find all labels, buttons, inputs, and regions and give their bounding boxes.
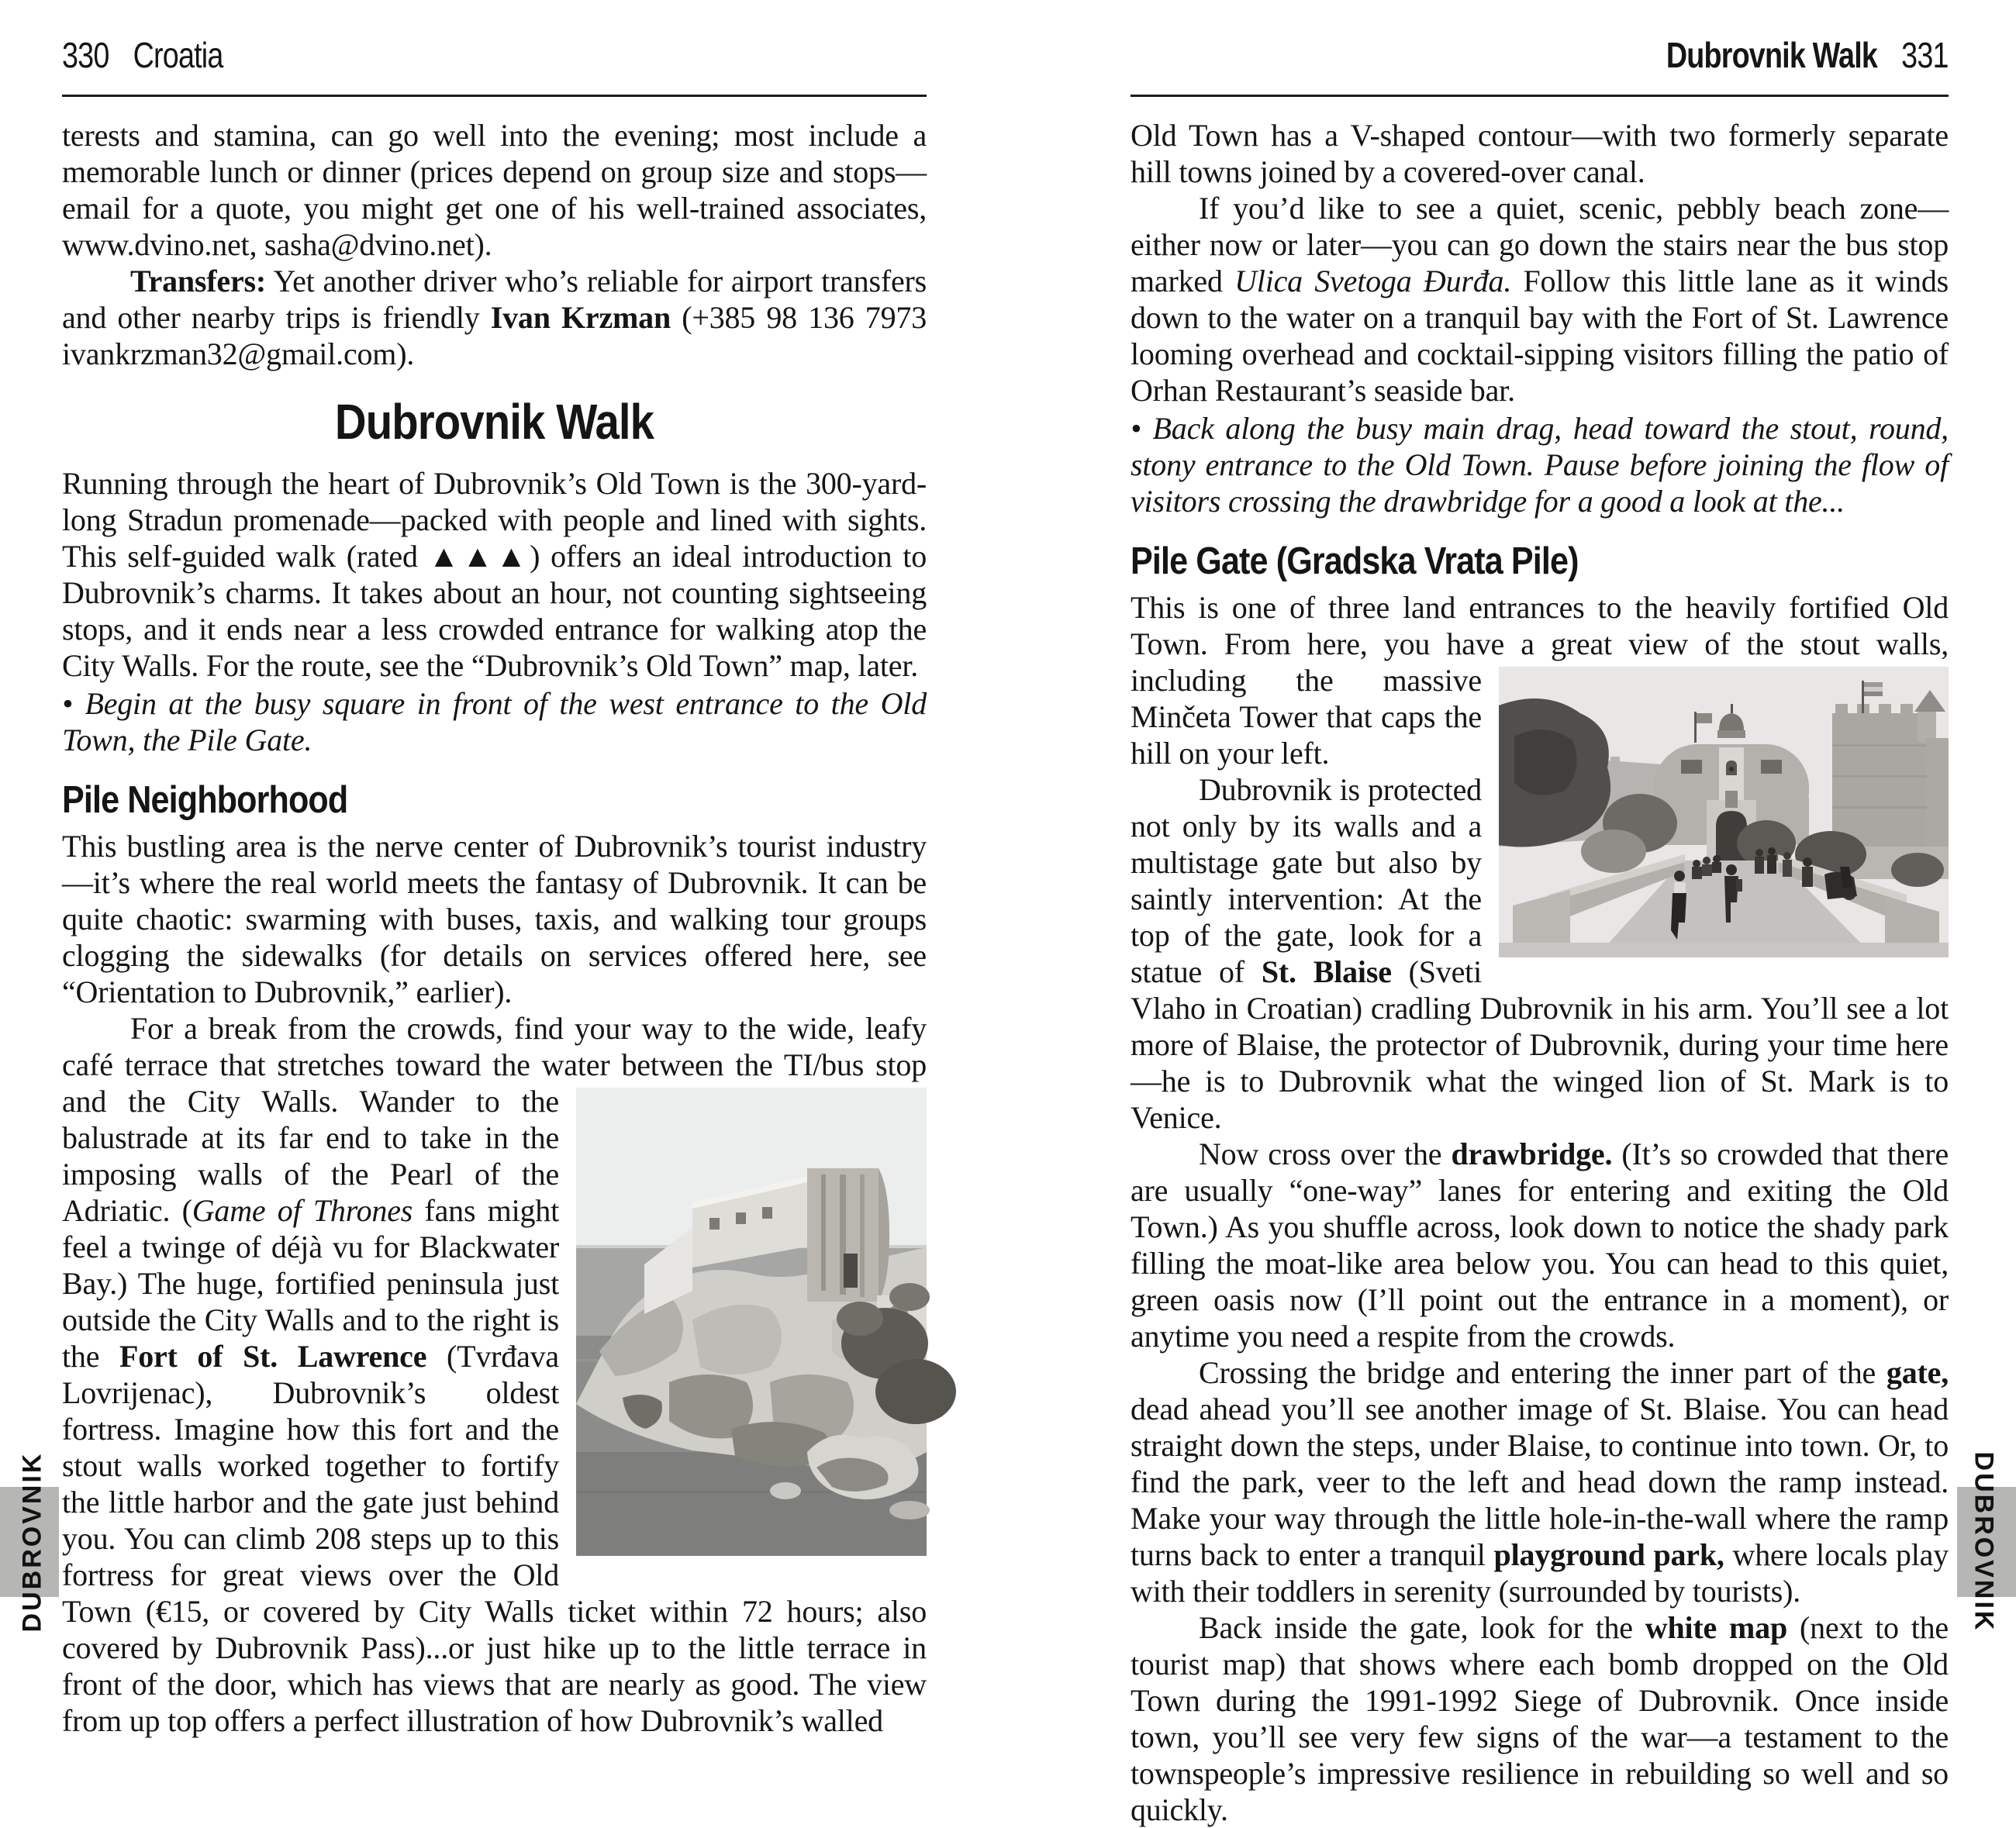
body-paragraph: terests and stamina, can go well into the evening; most include a memorable lunch or dinner (prices depend on group size and stops—email for a quote, you might get one of his well-trained associates, www.dvino.net, sasha@dvino.net). xyxy=(62,118,927,262)
page-number-right: 331 xyxy=(1901,35,1949,75)
body-paragraph: Dubrovnik is protected not only by its walls and a multistage gate but also by saintly intervention: At the top of the gate, look for a statue of St. Blaise (Sveti Vlaho in Croatian) cradling Dubrovnik in his arm. You’ll see a lot more of Blaise, the protector of Dubrovnik, during your time here—he is to Dubrovnik what the winged lion of St. Mark is to Venice. xyxy=(1131,772,1949,1135)
bold-text: white map xyxy=(1645,1610,1788,1645)
italic-text: Game of Thrones xyxy=(192,1193,413,1228)
walk-direction: • Back along the busy main drag, head toward the stout, round, stony entrance to the Old Town. Pause before joining the flow of visitors crossing the drawbridge for a good a look at the... xyxy=(1131,411,1949,519)
body-paragraph: Transfers: Yet another driver who’s reliable for airport transfers and other nearby trips is friendly Ivan Krzman (+385 98 136 7973 ivankrzman32@gmail.com). xyxy=(62,264,927,371)
header-title: Dubrovnik Walk xyxy=(1666,35,1878,75)
body-paragraph: This is one of three land entrances to the heavily fortified Old Town. From here, you have a great view of the stout walls, including the massive Minčeta Tower that caps the hill on your left. xyxy=(1131,589,1949,771)
fort-st-lawrence-photo xyxy=(576,1088,927,1556)
page-header-right xyxy=(1131,0,1949,84)
bold-text: gate, xyxy=(1886,1355,1949,1390)
header-rule-left xyxy=(62,95,927,97)
page-right xyxy=(1131,0,1949,1828)
right-page-body xyxy=(1131,117,1949,1828)
body-paragraph: Old Town has a V-shaped contour—with two formerly separate hill towns joined by a covered-over canal. xyxy=(1131,118,1949,189)
walk-title: Dubrovnik Walk xyxy=(334,394,654,450)
page-header-left xyxy=(62,0,927,84)
page-left xyxy=(62,0,927,1739)
body-paragraph: Back inside the gate, look for the white map (next to the tourist map) that shows where each bomb dropped on the Old Town during the 1991-1992 Siege of Dubrovnik. Once inside town, you’ll see very few signs of the war—a testament to the townspeople’s impressive resilience in rebuilding so well and so quickly. xyxy=(1131,1610,1949,1827)
body-paragraph: For a break from the crowds, find your way to the wide, leafy café terrace that stretches toward the water between the TI/bus stop and the City Walls. Wander to the balustrade at its far end to take in the imposing walls of the Pearl of the Adriatic. (Game of Thrones fans might feel a twinge of déjà vu for Blackwater Bay.) The huge, fortified peninsula just outside the City Walls and to the right is the Fort of St. Lawrence (Tvrđava Lovrijenac), Dubrovnik’s oldest fortress. Imagine how this fort and the stout walls worked together to fortify the little harbor and the gate just behind you. You can climb 208 steps up to this fortress for great views over the Old Town (€15, or covered by City Walls ticket within 72 hours; also covered by Dubrovnik Pass)...or just hike up to the little terrace in front of the door, which has views that are nearly as good. The view from up top offers a perfect illustration of how Dubrovnik’s walled xyxy=(62,1010,927,1739)
page-number-left: 330 xyxy=(62,35,109,75)
bold-text: playground park, xyxy=(1493,1537,1724,1572)
body-paragraph: Running through the heart of Dubrovnik’s Old Town is the 300-yard-long Stradun promenade—packed with people and lined with sights. This self-guided walk (rated ▲▲▲) offers an ideal introduction to Dubrovnik’s charms. It takes about an hour, not counting sightseeing stops, and it ends near a less crowded entrance for walking atop the City Walls. For the route, see the “Dubrovnik’s Old Town” map, later. xyxy=(62,466,927,683)
left-page-body xyxy=(62,117,927,1739)
body-paragraph: Now cross over the drawbridge. (It’s so crowded that there are usually “one-way” lanes for entering and exiting the Old Town.) As you shuffle across, look down to notice the shady park filling the moat-like area below you. You can head to this quiet, green oasis now (I’ll point out the entrance in a moment), or anytime you need a respite from the crowds. xyxy=(1131,1136,1949,1354)
header-section-label: Croatia xyxy=(133,35,223,75)
italic-text: Ulica Svetoga Đurđa. xyxy=(1234,264,1512,298)
pile-gate-photo xyxy=(1499,667,1949,957)
walk-direction: • Begin at the busy square in front of the west entrance to the Old Town, the Pile Gate. xyxy=(62,686,927,757)
edge-tab-label-right: DUBROVNIK xyxy=(1969,1451,1999,1633)
body-paragraph: If you’d like to see a quiet, scenic, pebbly beach zone—either now or later—you can go down the stairs near the bus stop marked Ulica Svetoga Đurđa. Follow this little lane as it winds down to the water on a tranquil bay with the Fort of St. Lawrence looming overhead and cocktail-sipping visitors filling the patio of Orhan Restaurant’s seaside bar. xyxy=(1131,191,1949,408)
bold-text: St. Blaise xyxy=(1261,954,1392,989)
bold-text: drawbridge. xyxy=(1451,1136,1613,1171)
header-rule-right xyxy=(1131,95,1949,97)
bold-text: Fort of St. Lawrence xyxy=(119,1339,427,1374)
section-heading: Pile Neighborhood xyxy=(62,779,348,821)
edge-tab-label-left: DUBROVNIK xyxy=(17,1451,47,1633)
bold-text: Ivan Krzman xyxy=(490,300,671,335)
section-heading: Pile Gate (Gradska Vrata Pile) xyxy=(1131,540,1579,582)
bold-text: Transfers: xyxy=(130,264,266,298)
body-paragraph: This bustling area is the nerve center of Dubrovnik’s tourist industry—it’s where the real world meets the fantasy of Dubrovnik. It can be quite chaotic: swarming with buses, taxis, and walking tour groups clogging the sidewalks (for details on services offered here, see “Orientation to Dubrovnik,” earlier). xyxy=(62,829,927,1009)
body-paragraph: Crossing the bridge and entering the inner part of the gate, dead ahead you’ll see another image of St. Blaise. You can head straight down the steps, under Blaise, to continue into town. Or, to find the park, veer to the left and head down the ramp instead. Make your way through the little hole-in-the-wall where the ramp turns back to enter a tranquil playground park, where locals play with their toddlers in serenity (surrounded by tourists). xyxy=(1131,1355,1949,1609)
